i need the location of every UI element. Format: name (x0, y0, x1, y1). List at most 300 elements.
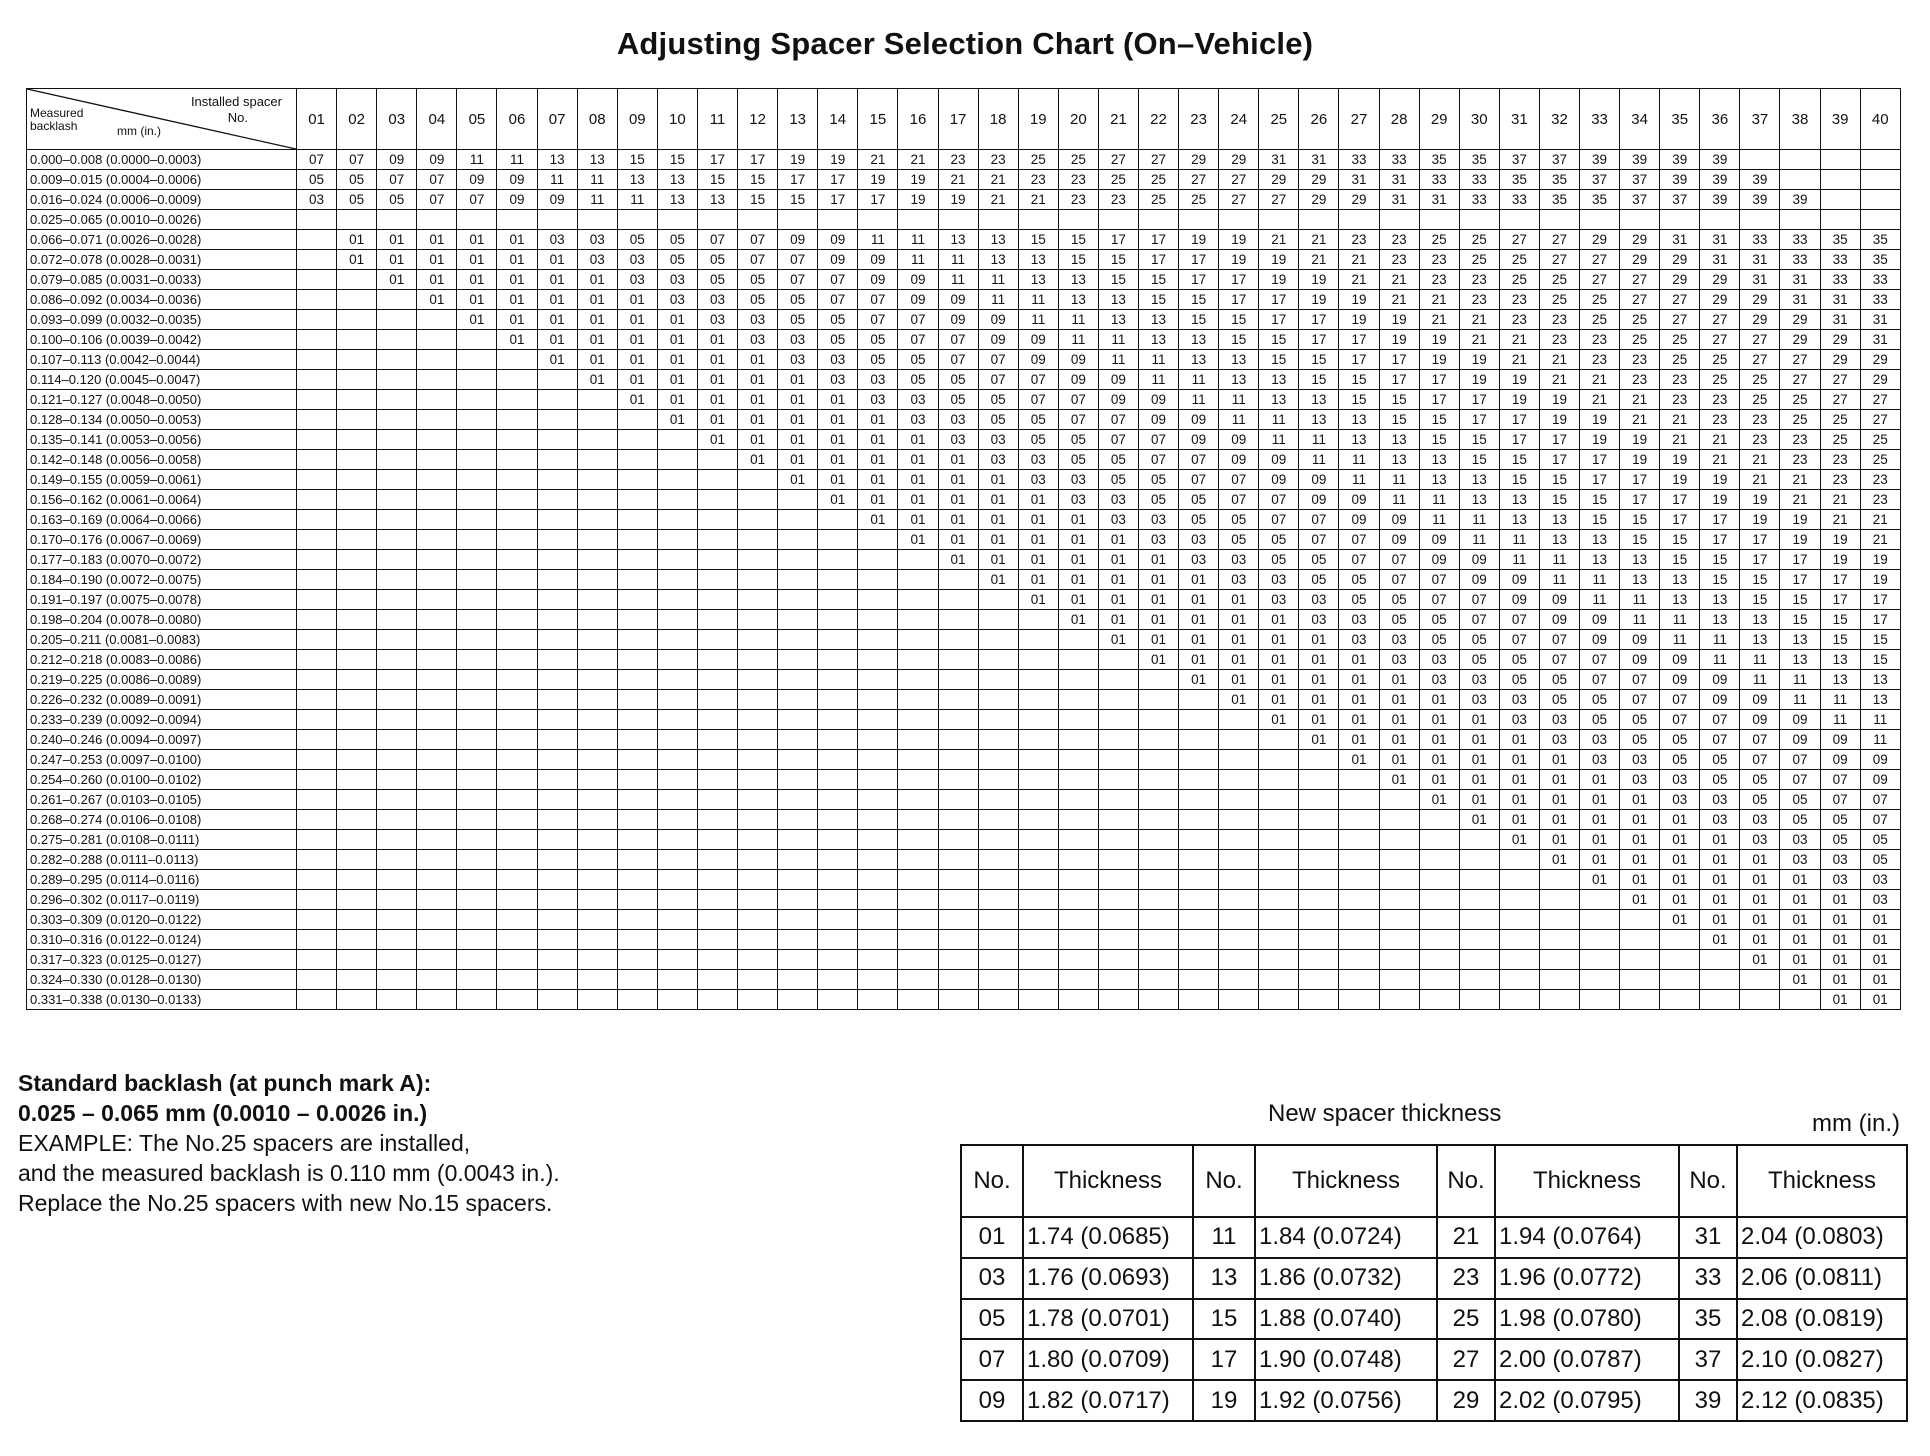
spacer-cell: 13 (1700, 590, 1740, 610)
spacer-cell (337, 630, 377, 650)
spacer-cell: 03 (818, 350, 858, 370)
spacer-cell (1299, 850, 1339, 870)
spacer-cell: 05 (1098, 470, 1138, 490)
spacer-cell (1018, 850, 1058, 870)
spacer-cell (1138, 730, 1178, 750)
thickness-value-cell: 1.82 (0.0717) (1023, 1380, 1193, 1421)
spacer-cell (1138, 910, 1178, 930)
spacer-cell: 21 (1259, 230, 1299, 250)
backlash-range-cell: 0.093–0.099 (0.0032–0.0035) (27, 310, 297, 330)
spacer-cell (1098, 910, 1138, 930)
spacer-cell (898, 970, 938, 990)
spacer-cell (297, 710, 337, 730)
spacer-cell: 11 (1379, 470, 1419, 490)
spacer-cell (297, 310, 337, 330)
column-header: 27 (1339, 89, 1379, 150)
spacer-cell: 01 (1018, 530, 1058, 550)
spacer-cell: 03 (1179, 550, 1219, 570)
spacer-cell (1138, 830, 1178, 850)
spacer-cell (617, 810, 657, 830)
spacer-cell: 01 (1740, 850, 1780, 870)
table-row (27, 570, 1901, 590)
spacer-cell (657, 870, 697, 890)
spacer-cell: 01 (738, 410, 778, 430)
spacer-cell (497, 730, 537, 750)
spacer-cell (818, 670, 858, 690)
column-header: 04 (417, 89, 457, 150)
table-row (27, 190, 1901, 210)
spacer-cell (657, 590, 697, 610)
spacer-cell: 09 (1820, 730, 1860, 750)
spacer-cell: 05 (858, 330, 898, 350)
spacer-cell: 25 (1780, 410, 1820, 430)
spacer-cell (457, 650, 497, 670)
spacer-cell: 27 (1740, 330, 1780, 350)
spacer-cell (457, 410, 497, 430)
spacer-cell: 03 (1299, 590, 1339, 610)
spacer-cell: 03 (1740, 830, 1780, 850)
spacer-cell: 15 (1660, 550, 1700, 570)
thickness-value-cell: 1.94 (0.0764) (1495, 1217, 1679, 1258)
spacer-cell (778, 870, 818, 890)
spacer-cell: 31 (1780, 290, 1820, 310)
table-row (961, 1217, 1907, 1258)
spacer-cell: 01 (1700, 870, 1740, 890)
backlash-range-cell: 0.121–0.127 (0.0048–0.0050) (27, 390, 297, 410)
spacer-cell: 13 (1459, 470, 1499, 490)
spacer-cell: 01 (978, 550, 1018, 570)
spacer-cell (577, 710, 617, 730)
spacer-cell: 27 (1860, 410, 1900, 430)
spacer-cell: 03 (1499, 690, 1539, 710)
spacer-cell (778, 810, 818, 830)
spacer-cell: 01 (1860, 970, 1900, 990)
spacer-cell (377, 490, 417, 510)
spacer-cell: 05 (1219, 530, 1259, 550)
column-header: 32 (1539, 89, 1579, 150)
column-header: 13 (778, 89, 818, 150)
spacer-cell (858, 710, 898, 730)
spacer-cell (617, 950, 657, 970)
spacer-cell (858, 870, 898, 890)
spacer-cell (1539, 890, 1579, 910)
spacer-cell (497, 530, 537, 550)
spacer-cell (497, 410, 537, 430)
spacer-cell: 13 (1580, 550, 1620, 570)
spacer-cell: 01 (417, 230, 457, 250)
spacer-cell: 13 (1339, 410, 1379, 430)
spacer-cell (657, 490, 697, 510)
spacer-cell (1620, 950, 1660, 970)
spacer-cell: 19 (1299, 270, 1339, 290)
spacer-cell: 01 (1299, 670, 1339, 690)
spacer-cell: 15 (1179, 310, 1219, 330)
spacer-cell: 09 (858, 250, 898, 270)
spacer-cell (1259, 870, 1299, 890)
spacer-cell (497, 690, 537, 710)
spacer-cell: 07 (1740, 730, 1780, 750)
spacer-cell (778, 670, 818, 690)
spacer-cell: 01 (818, 390, 858, 410)
spacer-cell (938, 690, 978, 710)
spacer-cell: 01 (537, 310, 577, 330)
thickness-header-thickness: Thickness (1255, 1145, 1437, 1217)
table-row (27, 630, 1901, 650)
spacer-cell (1740, 210, 1780, 230)
spacer-cell (297, 270, 337, 290)
spacer-cell (778, 490, 818, 510)
spacer-cell: 03 (1580, 750, 1620, 770)
spacer-cell: 09 (1860, 750, 1900, 770)
spacer-cell (297, 570, 337, 590)
spacer-cell: 11 (1499, 550, 1539, 570)
spacer-cell (617, 830, 657, 850)
spacer-cell: 09 (1219, 430, 1259, 450)
spacer-cell (297, 550, 337, 570)
spacer-cell (697, 970, 737, 990)
backlash-range-cell: 0.275–0.281 (0.0108–0.0111) (27, 830, 297, 850)
spacer-cell: 03 (617, 250, 657, 270)
spacer-cell (1058, 650, 1098, 670)
spacer-cell (738, 550, 778, 570)
spacer-cell: 03 (738, 330, 778, 350)
column-header: 28 (1379, 89, 1419, 150)
spacer-cell (377, 710, 417, 730)
spacer-cell: 03 (978, 450, 1018, 470)
spacer-cell (577, 810, 617, 830)
spacer-cell: 13 (938, 230, 978, 250)
spacer-cell (337, 810, 377, 830)
spacer-cell (898, 850, 938, 870)
spacer-cell: 07 (337, 150, 377, 170)
spacer-cell: 09 (1098, 370, 1138, 390)
spacer-cell: 03 (1459, 670, 1499, 690)
spacer-cell: 07 (1339, 530, 1379, 550)
spacer-cell: 05 (337, 190, 377, 210)
spacer-cell (778, 590, 818, 610)
spacer-cell (1339, 910, 1379, 930)
spacer-cell: 15 (1820, 610, 1860, 630)
spacer-cell: 03 (858, 370, 898, 390)
spacer-cell: 05 (1620, 710, 1660, 730)
spacer-cell: 27 (1620, 270, 1660, 290)
spacer-cell (778, 930, 818, 950)
spacer-cell: 01 (1820, 970, 1860, 990)
spacer-cell: 07 (1780, 770, 1820, 790)
spacer-cell (1459, 970, 1499, 990)
spacer-cell (697, 930, 737, 950)
spacer-cell: 23 (1700, 410, 1740, 430)
spacer-cell (778, 770, 818, 790)
spacer-cell: 09 (1339, 510, 1379, 530)
spacer-cell: 03 (1419, 670, 1459, 690)
spacer-cell (978, 970, 1018, 990)
spacer-cell: 19 (1539, 390, 1579, 410)
spacer-cell: 23 (1820, 470, 1860, 490)
spacer-cell: 01 (778, 410, 818, 430)
column-header: 29 (1419, 89, 1459, 150)
spacer-cell: 25 (1820, 430, 1860, 450)
spacer-cell: 05 (1018, 430, 1058, 450)
spacer-cell (1179, 810, 1219, 830)
spacer-cell: 15 (1179, 290, 1219, 310)
spacer-cell (297, 670, 337, 690)
spacer-cell (697, 650, 737, 670)
spacer-cell: 01 (938, 470, 978, 490)
spacer-cell (1058, 670, 1098, 690)
spacer-cell (417, 870, 457, 890)
spacer-cell (337, 650, 377, 670)
spacer-cell: 23 (1379, 250, 1419, 270)
spacer-cell (577, 390, 617, 410)
spacer-cell (1620, 210, 1660, 230)
spacer-cell: 01 (1499, 730, 1539, 750)
spacer-cell: 07 (858, 310, 898, 330)
spacer-cell (1259, 830, 1299, 850)
spacer-cell: 05 (938, 390, 978, 410)
spacer-cell: 05 (938, 370, 978, 390)
spacer-cell (617, 570, 657, 590)
spacer-cell (1539, 870, 1579, 890)
example-line-1: EXAMPLE: The No.25 spacers are installed, (18, 1130, 471, 1156)
spacer-cell: 23 (1660, 390, 1700, 410)
spacer-cell (858, 990, 898, 1010)
spacer-cell (377, 810, 417, 830)
spacer-cell: 03 (1419, 650, 1459, 670)
spacer-cell: 35 (1499, 170, 1539, 190)
spacer-cell (1299, 770, 1339, 790)
spacer-cell (1058, 910, 1098, 930)
spacer-cell: 19 (1299, 290, 1339, 310)
spacer-cell (1499, 870, 1539, 890)
spacer-cell (377, 530, 417, 550)
spacer-cell: 23 (1780, 430, 1820, 450)
spacer-cell (377, 510, 417, 530)
spacer-cell (297, 290, 337, 310)
spacer-cell: 01 (1700, 930, 1740, 950)
spacer-cell (1259, 750, 1299, 770)
spacer-cell: 31 (1740, 250, 1780, 270)
spacer-cell (1299, 910, 1339, 930)
spacer-cell: 01 (697, 330, 737, 350)
spacer-cell (738, 570, 778, 590)
spacer-cell (1179, 930, 1219, 950)
spacer-cell (377, 690, 417, 710)
spacer-cell: 19 (898, 190, 938, 210)
spacer-cell (1499, 910, 1539, 930)
spacer-cell: 11 (1299, 430, 1339, 450)
spacer-cell: 07 (778, 270, 818, 290)
spacer-cell: 29 (1620, 250, 1660, 270)
spacer-cell: 17 (1700, 510, 1740, 530)
spacer-cell: 19 (1700, 490, 1740, 510)
spacer-cell (337, 710, 377, 730)
spacer-cell (417, 350, 457, 370)
spacer-cell: 11 (1098, 330, 1138, 350)
spacer-cell: 15 (1339, 390, 1379, 410)
spacer-cell (1018, 770, 1058, 790)
spacer-cell: 13 (1499, 510, 1539, 530)
spacer-cell (1098, 970, 1138, 990)
spacer-cell: 01 (1058, 550, 1098, 570)
spacer-cell (377, 730, 417, 750)
spacer-cell (577, 610, 617, 630)
spacer-cell (1058, 850, 1098, 870)
spacer-cell (1018, 690, 1058, 710)
spacer-cell (457, 690, 497, 710)
spacer-cell: 25 (1499, 270, 1539, 290)
spacer-cell (377, 210, 417, 230)
spacer-cell: 17 (738, 150, 778, 170)
backlash-range-cell: 0.072–0.078 (0.0028–0.0031) (27, 250, 297, 270)
spacer-cell (1219, 930, 1259, 950)
spacer-cell: 07 (898, 310, 938, 330)
spacer-cell (1058, 690, 1098, 710)
table-row (27, 850, 1901, 870)
spacer-cell (1138, 990, 1178, 1010)
spacer-cell (1419, 870, 1459, 890)
spacer-cell: 09 (1499, 590, 1539, 610)
spacer-cell: 29 (1580, 230, 1620, 250)
spacer-cell: 03 (1740, 810, 1780, 830)
spacer-cell (1219, 990, 1259, 1010)
spacer-cell: 01 (1459, 790, 1499, 810)
spacer-cell (417, 790, 457, 810)
backlash-range-cell: 0.212–0.218 (0.0083–0.0086) (27, 650, 297, 670)
spacer-cell (377, 410, 417, 430)
spacer-cell (577, 870, 617, 890)
spacer-cell (1179, 910, 1219, 930)
spacer-cell (1379, 850, 1419, 870)
spacer-cell: 15 (1499, 470, 1539, 490)
spacer-cell (417, 750, 457, 770)
spacer-cell: 03 (577, 230, 617, 250)
spacer-cell (617, 930, 657, 950)
spacer-cell: 19 (1620, 450, 1660, 470)
spacer-cell: 01 (1018, 590, 1058, 610)
spacer-cell: 01 (1138, 610, 1178, 630)
spacer-cell: 25 (1539, 270, 1579, 290)
spacer-cell: 13 (537, 150, 577, 170)
unit-label: mm (in.) (117, 124, 161, 138)
spacer-cell: 29 (1179, 150, 1219, 170)
spacer-cell (1660, 930, 1700, 950)
spacer-cell: 33 (1459, 170, 1499, 190)
spacer-cell (738, 930, 778, 950)
spacer-cell: 29 (1339, 190, 1379, 210)
spacer-cell: 05 (1539, 690, 1579, 710)
spacer-cell (978, 950, 1018, 970)
spacer-cell (1098, 850, 1138, 870)
thickness-no-cell: 17 (1193, 1339, 1255, 1380)
spacer-cell: 29 (1620, 230, 1660, 250)
spacer-cell: 09 (377, 150, 417, 170)
chart-corner-header (27, 89, 297, 150)
spacer-cell (417, 970, 457, 990)
spacer-cell: 39 (1780, 190, 1820, 210)
spacer-cell: 07 (1419, 590, 1459, 610)
spacer-cell (657, 670, 697, 690)
table-row (27, 270, 1901, 290)
spacer-cell: 13 (978, 250, 1018, 270)
spacer-cell: 11 (1620, 590, 1660, 610)
spacer-cell (738, 990, 778, 1010)
spacer-cell (1339, 770, 1379, 790)
column-header: 06 (497, 89, 537, 150)
spacer-cell: 01 (1580, 790, 1620, 810)
spacer-cell: 01 (1299, 690, 1339, 710)
spacer-cell: 01 (1820, 990, 1860, 1010)
spacer-cell: 05 (1018, 410, 1058, 430)
spacer-cell: 19 (1379, 310, 1419, 330)
spacer-cell: 01 (938, 450, 978, 470)
spacer-cell (297, 770, 337, 790)
thickness-value-cell: 1.90 (0.0748) (1255, 1339, 1437, 1380)
spacer-cell: 05 (818, 330, 858, 350)
spacer-cell (377, 830, 417, 850)
spacer-cell (417, 510, 457, 530)
spacer-cell: 13 (1860, 670, 1900, 690)
spacer-cell (497, 810, 537, 830)
spacer-cell (617, 510, 657, 530)
spacer-cell (1580, 950, 1620, 970)
table-row (27, 810, 1901, 830)
spacer-cell: 01 (1419, 730, 1459, 750)
spacer-cell (497, 830, 537, 850)
spacer-cell: 13 (1219, 350, 1259, 370)
spacer-cell: 05 (657, 250, 697, 270)
spacer-cell: 01 (1339, 730, 1379, 750)
spacer-cell: 01 (1780, 930, 1820, 950)
column-header: 01 (297, 89, 337, 150)
spacer-cell: 23 (1539, 310, 1579, 330)
spacer-cell: 03 (1138, 530, 1178, 550)
spacer-cell: 17 (1098, 230, 1138, 250)
spacer-cell: 11 (457, 150, 497, 170)
spacer-cell (537, 670, 577, 690)
spacer-cell (457, 390, 497, 410)
spacer-cell (1459, 910, 1499, 930)
spacer-cell: 07 (1138, 450, 1178, 470)
spacer-cell: 13 (1138, 310, 1178, 330)
backlash-range-cell: 0.240–0.246 (0.0094–0.0097) (27, 730, 297, 750)
thickness-no-cell: 33 (1679, 1258, 1737, 1299)
thickness-value-cell: 1.86 (0.0732) (1255, 1258, 1437, 1299)
spacer-cell: 21 (1660, 410, 1700, 430)
spacer-cell (1419, 850, 1459, 870)
spacer-cell (938, 730, 978, 750)
table-row (27, 230, 1901, 250)
spacer-cell: 05 (1580, 710, 1620, 730)
spacer-cell (457, 850, 497, 870)
spacer-cell (337, 310, 377, 330)
spacer-cell (1138, 790, 1178, 810)
spacer-cell: 01 (497, 250, 537, 270)
column-header: 19 (1018, 89, 1058, 150)
spacer-cell: 23 (1860, 470, 1900, 490)
spacer-cell: 17 (1339, 330, 1379, 350)
spacer-cell (1018, 650, 1058, 670)
spacer-cell: 13 (1459, 490, 1499, 510)
spacer-cell: 37 (1620, 190, 1660, 210)
spacer-cell (898, 890, 938, 910)
spacer-cell (1018, 810, 1058, 830)
spacer-cell: 35 (1419, 150, 1459, 170)
spacer-cell: 01 (738, 350, 778, 370)
spacer-cell (457, 790, 497, 810)
spacer-cell: 05 (377, 190, 417, 210)
thickness-header-no: No. (1193, 1145, 1255, 1217)
